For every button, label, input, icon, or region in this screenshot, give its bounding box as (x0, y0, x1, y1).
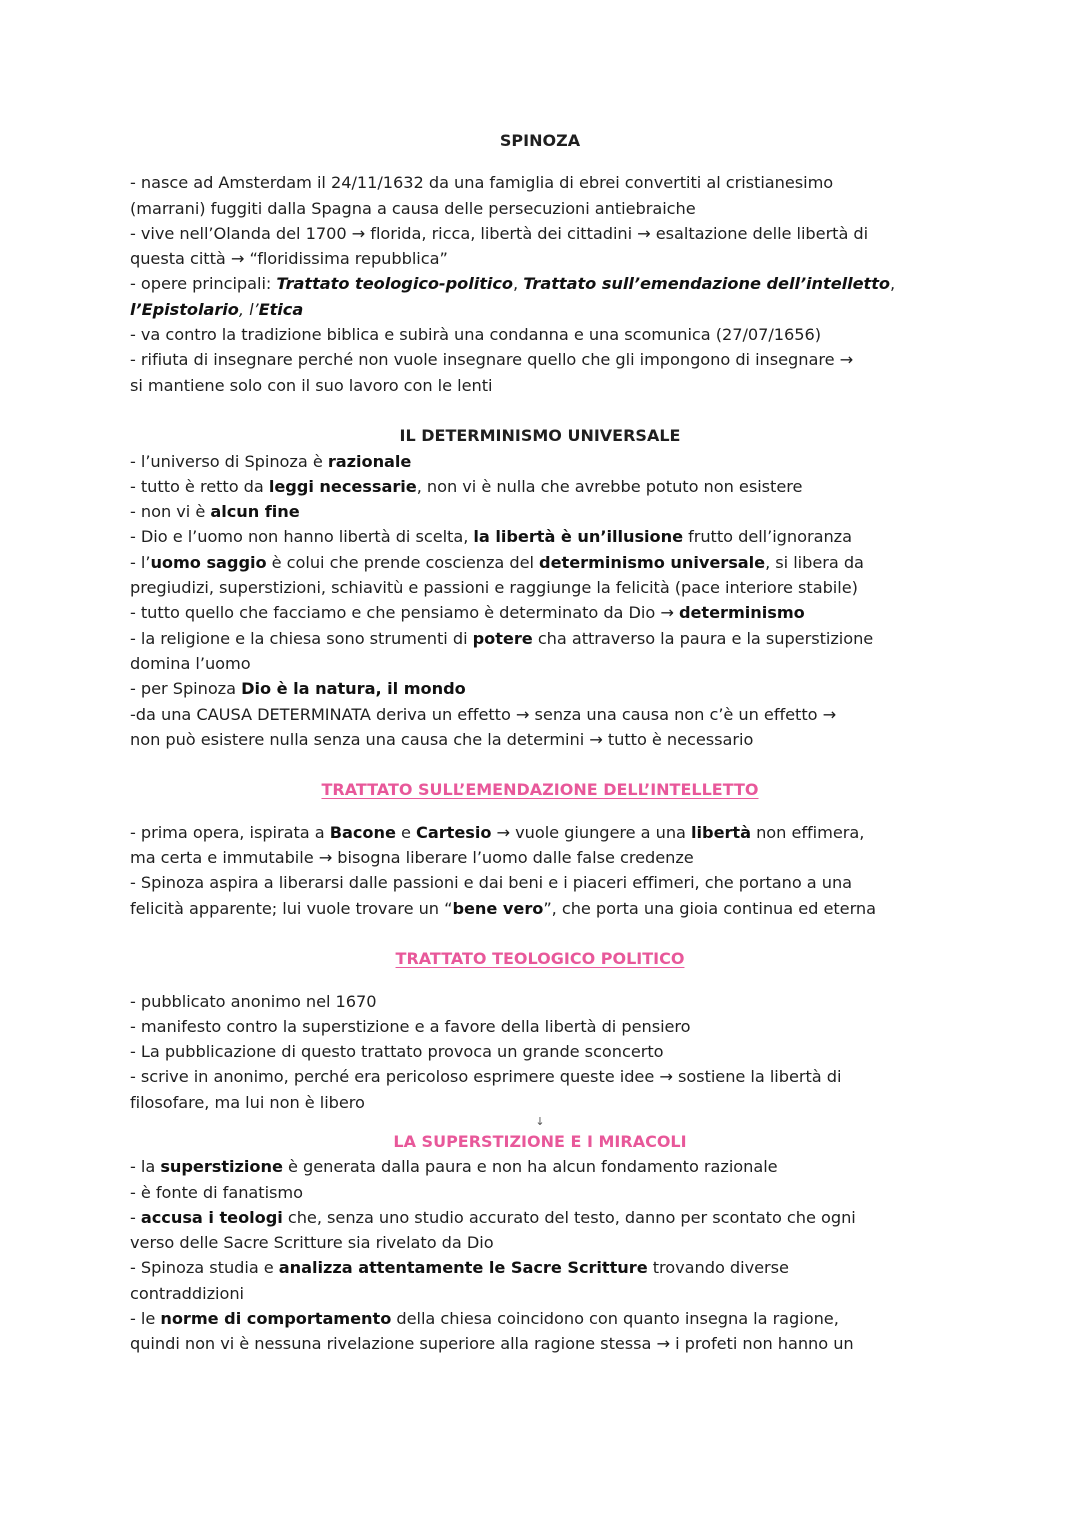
emendazione-section (130, 777, 950, 920)
section-heading: TRATTATO TEOLOGICO POLITICO (395, 949, 685, 969)
superstizione-section (130, 1129, 950, 1357)
text-line: questa città → “floridissima repubblica” (130, 249, 448, 269)
text-line: - vive nell’Olanda del 1700 → florida, ricca, libertà dei cittadini → esaltazione delle libertà di (130, 223, 869, 243)
section-heading: TRATTATO SULL’EMENDAZIONE DELL’INTELLETTO (321, 780, 759, 800)
section-heading: IL DETERMINISMO UNIVERSALE (399, 426, 681, 446)
text-line: - non vi è alcun fine (130, 502, 300, 522)
text-line: contraddizioni (130, 1283, 244, 1303)
work-title: l’Epistolario (130, 299, 239, 319)
text-line: - rifiuta di insegnare perché non vuole insegnare quello che gli impongono di insegnare → (130, 350, 854, 370)
text-line: - prima opera, ispirata a Bacone e Cartesio → vuole giungere a una libertà non effimera, (130, 822, 865, 842)
text-line: - per Spinoza Dio è la natura, il mondo (130, 679, 466, 699)
text-line: - Spinoza studia e analizza attentamente le Sacre Scritture trovando diverse (130, 1258, 789, 1278)
text-line: quindi non vi è nessuna rivelazione superiore alla ragione stessa → i profeti non hanno un (130, 1334, 854, 1354)
determinismo-section (130, 423, 950, 752)
intro-section (130, 170, 950, 398)
text-line: - La pubblicazione di questo trattato provoca un grande sconcerto (130, 1042, 664, 1062)
work-title: Trattato teologico-politico (276, 274, 514, 294)
teologico-section (130, 946, 950, 1115)
work-title: Trattato sull’emendazione dell’intelletto (523, 274, 891, 294)
text-line: - tutto quello che facciamo e che pensiamo è determinato da Dio → determinismo (130, 603, 805, 623)
text-line: non può esistere nulla senza una causa che la determini → tutto è necessario (130, 729, 754, 749)
work-title: Etica (258, 299, 304, 319)
text-line: - le norme di comportamento della chiesa coincidono con quanto insegna la ragione, (130, 1309, 839, 1329)
text-line: - scrive in anonimo, perché era pericoloso esprimere queste idee → sostiene la libertà di (130, 1067, 842, 1087)
text-line: domina l’uomo (130, 653, 251, 673)
text-line: l’Epistolario, l’Etica (130, 299, 304, 319)
text-line: - la superstizione è generata dalla paura e non ha alcun fondamento razionale (130, 1157, 778, 1177)
text-line: - va contro la tradizione biblica e subirà una condanna e una scomunica (27/07/1656) (130, 325, 822, 345)
text-line: pregiudizi, superstizioni, schiavitù e passioni e raggiunge la felicità (pace interiore stabile) (130, 578, 858, 598)
section-heading: LA SUPERSTIZIONE E I MIRACOLI (393, 1131, 687, 1151)
document-page (130, 128, 950, 1357)
text-line: - manifesto contro la superstizione e a favore della libertà di pensiero (130, 1016, 691, 1036)
text-line: - la religione e la chiesa sono strumenti di potere cha attraverso la paura e la superstizione (130, 628, 874, 648)
text-line: - opere principali: Trattato teologico-politico, Trattato sull’emendazione dell’intelletto, (130, 274, 896, 294)
text-line: filosofare, ma lui non è libero (130, 1092, 365, 1112)
text-line: - è fonte di fanatismo (130, 1182, 303, 1202)
text-line: - nasce ad Amsterdam il 24/11/1632 da una famiglia di ebrei convertiti al cristianesimo (130, 173, 834, 193)
text-line: - tutto è retto da leggi necessarie, non vi è nulla che avrebbe potuto non esistere (130, 476, 803, 496)
text-line: verso delle Sacre Scritture sia rivelato da Dio (130, 1233, 494, 1253)
page-title: SPINOZA (499, 131, 581, 150)
text-line: - pubblicato anonimo nel 1670 (130, 991, 377, 1011)
text-line: - Spinoza aspira a liberarsi dalle passioni e dai beni e i piaceri effimeri, che portano a una (130, 873, 853, 893)
text-line: - l’uomo saggio è colui che prende coscienza del determinismo universale, si libera da (130, 552, 864, 572)
text-line: - Dio e l’uomo non hanno libertà di scelta, la libertà è un’illusione frutto dell’ignoranza (130, 527, 852, 547)
text-line: ma certa e immutabile → bisogna liberare l’uomo dalle false credenze (130, 848, 694, 868)
text-line: - l’universo di Spinoza è razionale (130, 451, 412, 471)
text-line: - accusa i teologi che, senza uno studio accurato del testo, danno per scontato che ogni (130, 1207, 856, 1227)
down-arrow-icon: ↓ (535, 1114, 545, 1128)
text-line: si mantiene solo con il suo lavoro con le lenti (130, 375, 493, 395)
text-line: (marrani) fuggiti dalla Spagna a causa delle persecuzioni antiebraiche (130, 198, 696, 218)
text-line: felicità apparente; lui vuole trovare un “bene vero”, che porta una gioia continua ed eterna (130, 898, 876, 918)
text-line: -da una CAUSA DETERMINATA deriva un effetto → senza una causa non c’è un effetto → (130, 704, 837, 724)
